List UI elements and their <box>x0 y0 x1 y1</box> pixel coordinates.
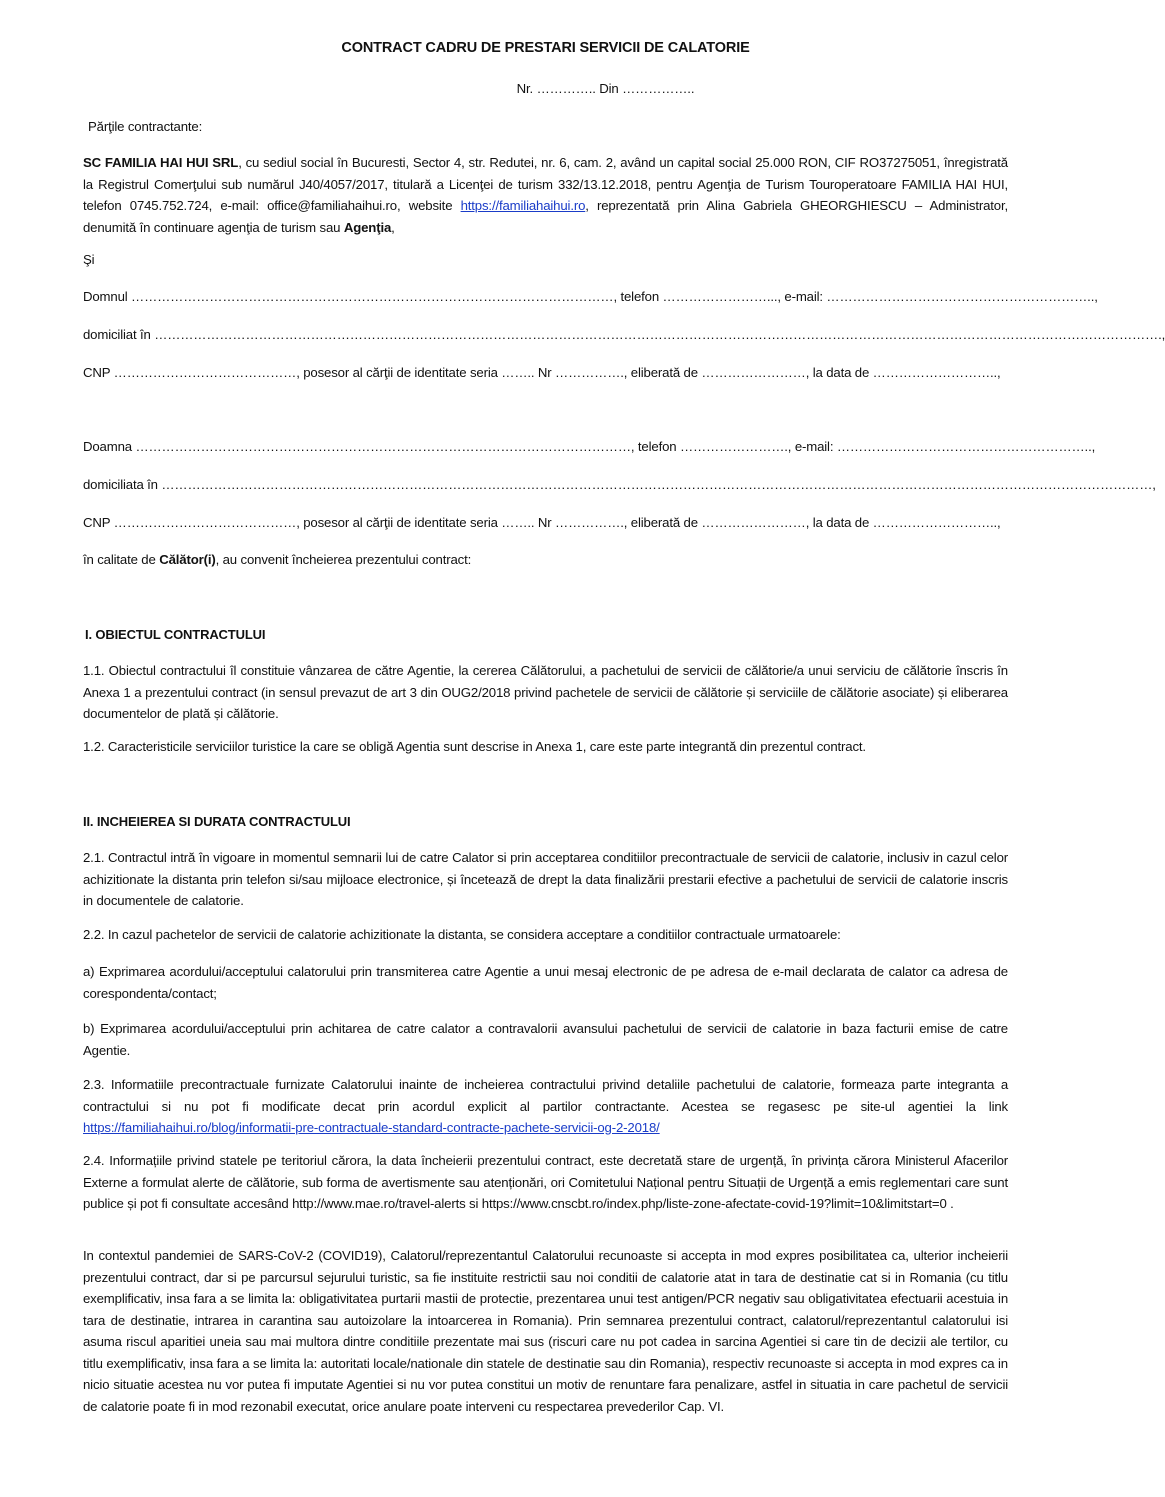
agency-representative: , reprezentată prin Alina Gabriela GHEORGHIESCU – Administrator, denumită în continuare agenţia de turism sau <box>83 198 1009 235</box>
agency-paragraph <box>83 152 1008 238</box>
clause-2-4: 2.4. Informațiile privind statele pe teritoriul cărora, la data încheierii prezentului contract, este decretată stare de urgență, în privința cărora Ministerul Afacerilor Externe a formulat alerte de călătorie, sub forma de avertismente sau atenționări, ori Comitetului Național pentru Situații de Urgență a emis reglementari care sunt publice și pot fi consultate accesând http://www.mae.ro/travel-alerts si https://www.cnscbt.ro/index.php/liste-zone-afectate-covid-19?limit=10&limitstart=0 . <box>83 1153 1008 1211</box>
domnul-cnp-line[interactable]: CNP ……………………………………, posesor al cărţii de identitate seria …….. Nr ……………., eliberată de ……………………, la data de ……………………….., <box>83 365 1001 380</box>
doamna-address-line[interactable]: domiciliata în …………………………………………………………………………………………………………………………………………………………………………………………………………, <box>83 477 1156 492</box>
agency-website-link[interactable]: https://familiahaihui.ro <box>460 198 586 213</box>
clause-2-3 <box>83 1074 1008 1139</box>
and-label: Şi <box>83 252 95 267</box>
parties-label: Părţile contractante: <box>88 119 203 134</box>
capacity-suffix: , au convenit încheierea prezentului contract: <box>215 552 472 567</box>
clause-1-2: 1.2. Caracteristicile serviciilor turistice la care se obligă Agentia sunt descrise in Anexa 1, care este parte integrantă din prezentul contract. <box>83 739 866 754</box>
doamna-cnp-line[interactable]: CNP ……………………………………, posesor al cărţii de identitate seria …….. Nr ……………., eliberată de ……………………, la data de ……………………….., <box>83 515 1001 530</box>
doamna-name-line[interactable]: Doamna ……………………………………………………………………………………………………, telefon ……………………., e-mail: ………………………………………………….., <box>83 439 1096 454</box>
document-title: CONTRACT CADRU DE PRESTARI SERVICII DE CALATORIE <box>341 40 750 56</box>
domnul-name-line[interactable]: Domnul …………………………………………………………………………………………………, telefon ……………………..., e-mail: …………………………………………………….., <box>83 289 1098 304</box>
clause-2-2-a: a) Exprimarea acordului/acceptului calatorului prin transmiterea catre Agentie a unui mesaj electronic de pe adresa de e-mail declarata de calator ca adresa de corespondenta/contact; <box>83 964 1008 1001</box>
agency-details: , cu sediul social în Bucuresti, Sector 4, str. Redutei, nr. 6, cam. 2, având un capital social 25.000 RON, CIF RO37275051, înregistrată la Registrul Comerţului sub numărul J40/4057/2017, titulară a Licenţei de turism 332/13.12.2018, pentru Agenţia de Turism Touroperatoare FAMILIA HAI HUI, telefon 0745.752.724, e-mail: office@familiahaihui.ro, website <box>83 155 1008 213</box>
capacity-prefix: în calitate de <box>83 552 160 567</box>
clause-2-2-b: b) Exprimarea acordului/acceptului prin achitarea de catre calator a contravalorii avansului pachetului de servicii de calatorie in baza facturii emise de catre Agentie. <box>83 1021 1008 1058</box>
precontractual-info-link[interactable]: https://familiahaihui.ro/blog/informatii-pre-contractuale-standard-contracte-pachete-servicii-og-2-2018/ <box>83 1120 660 1135</box>
domnul-address-line[interactable]: domiciliat în ……………………………………………………………………………………………………………………………………………………………………………………………………………., <box>83 327 1165 342</box>
clause-2-3-text: 2.3. Informatiile precontractuale furnizate Calatorului inainte de incheierea contractului privind detaliile pachetului de calatorie, formeaza parte integranta a contractului si nu pot fi modificate decat prin acordul explicit al partilor contractante. Acestea se regasesc pe site-ul agentiei la link <box>83 1077 1008 1114</box>
capacity-line <box>83 549 1008 571</box>
agency-name: SC FAMILIA HAI HUI SRL <box>83 155 239 170</box>
capacity-role: Călător(i) <box>159 552 216 567</box>
contract-number-line: Nr. ………….. Din …………….. <box>516 81 695 96</box>
clause-1-1: 1.1. Obiectul contractului îl constituie vânzarea de către Agentie, la cererea Călătorului, a pachetului de servicii de călătorie/a unui serviciu de călătorie înscris în Anexa 1 a prezentului contract (in sensul prevazut de art 3 din OUG2/2018 privind pachetele de servicii de călătorie și serviciile de călătorie asociate) și eliberarea documentelor de plată și călătorie. <box>83 663 1008 721</box>
clause-2-2: 2.2. In cazul pachetelor de servicii de calatorie achizitionate la distanta, se considera acceptare a conditiilor contractuale urmatoarele: <box>83 927 841 942</box>
section-1-heading: I. OBIECTUL CONTRACTULUI <box>85 627 266 642</box>
clause-2-1: 2.1. Contractul intră în vigoare in momentul semnarii lui de catre Calator si prin acceptarea conditiilor precontractuale de servicii de calatorie, inclusiv in cazul celor achizitionate la distanta prin telefon si/sau mijloace electronice, și încetează de drept la data finalizării prestarii efective a pachetului de servicii de calatorie inscris in documentele de calatorie. <box>83 850 1008 908</box>
covid-clause: In contextul pandemiei de SARS-CoV-2 (COVID19), Calatorul/reprezentantul Calatorului recunoaste si accepta in mod expres posibilitatea ca, ulterior incheierii prezentului contract, dar si pe parcursul sejurului turistic, sa fie instituite restrictii sau noi conditii de calatorie atat in tara de destinatie cat si in Romania (cu titlu exemplificativ, insa fara a se limita la: obligativitatea purtarii mastii de protectie, prezentarea unui test antigen/PCR negativ sau obligativitatea efectuarii acestuia in tara de destinatie, intrarea in carantina sau autoizolare la intoarcerea in Romania). Prin semnarea prezentului contract, calatorul/reprezentantul calatorului isi asuma riscul aparitiei uneia sau mai multora dintre conditiile prezentate mai sus (riscuri care nu pot cadea in sarcina Agentiei si care tin de decizii ale tertilor, cu titlu exemplificativ, insa fara a se limita la: autoritati locale/nationale din statele de destinatie sau din Romania), respectiv recunoaste si accepta in mod expres ca in nicio situatie acestea nu vor putea fi imputate Agentiei si nu vor putea constitui un motiv de renuntare fara penalizare, astfel in situatia in care pachetul de servicii de calatorie poate fi in mod rezonabil executat, orice anulare poate interveni cu respectarea prevederilor Cap. VI. <box>83 1248 1008 1414</box>
agency-end: , <box>391 219 395 235</box>
agency-short-name: Agenţia <box>343 219 392 235</box>
section-2-heading: II. INCHEIEREA SI DURATA CONTRACTULUI <box>83 814 351 829</box>
